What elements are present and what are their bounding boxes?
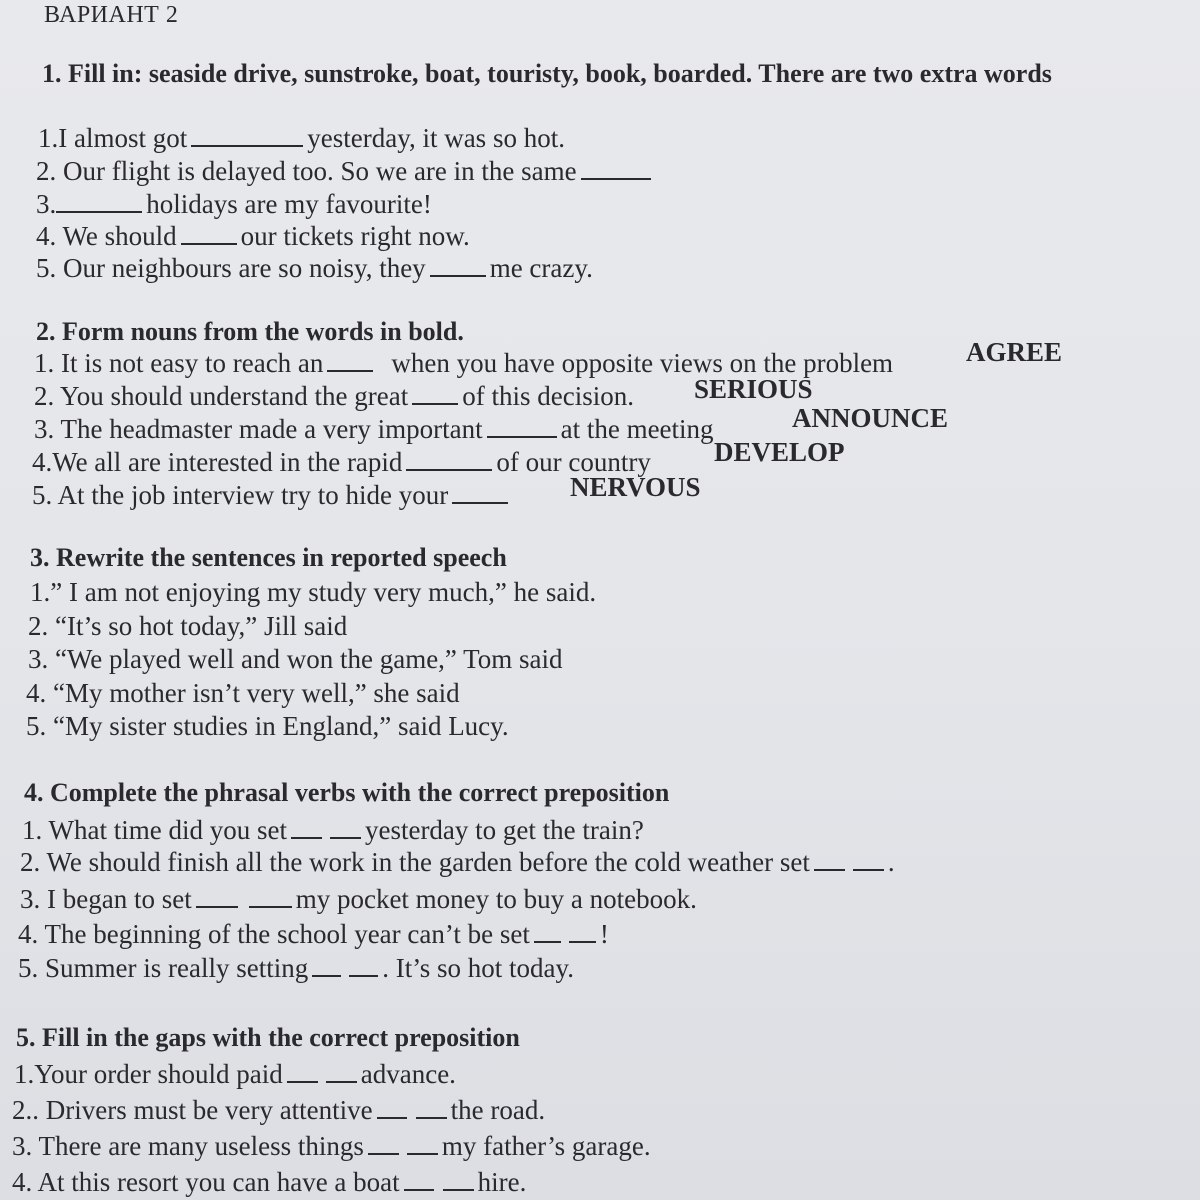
section2-item-3: 3. The headmaster made a very important at the meeting <box>34 414 714 444</box>
answer-blank <box>196 886 292 908</box>
section3-item-1: 1.” I am not enjoying my study very much,” he said. <box>30 577 597 607</box>
section1-item-3: 3. holidays are my favourite! <box>36 189 432 219</box>
answer-blank <box>181 221 237 245</box>
section1-item-2: 2. Our flight is delayed too. So we are in the same <box>36 155 655 187</box>
section4-item-5: 5. Summer is really setting . It’s so hot today. <box>18 953 574 983</box>
answer-blank <box>534 921 596 943</box>
section4-item-3: 3. I began to set my pocket money to buy a notebook. <box>20 884 697 914</box>
answer-blank <box>291 817 361 839</box>
section2-item-4: 4.We all are interested in the rapid of our country <box>32 447 651 477</box>
answer-blank <box>452 480 508 504</box>
base-word-agree: AGREE <box>966 337 1063 367</box>
answer-blank <box>368 1133 438 1155</box>
answer-blank <box>814 849 884 871</box>
answer-blank <box>412 381 458 405</box>
section1-item-5: 5. Our neighbours are so noisy, they me crazy. <box>36 253 593 283</box>
answer-blank <box>581 156 651 180</box>
answer-blank <box>406 447 492 471</box>
section3-item-5: 5. “My sister studies in England,” said Lucy. <box>26 711 509 741</box>
section3-item-2: 2. “It’s so hot today,” Jill said <box>28 611 348 641</box>
answer-blank <box>287 1061 357 1083</box>
section4-item-4: 4. The beginning of the school year can’t be set ! <box>18 919 609 949</box>
section3-heading: 3. Rewrite the sentences in reported speech <box>30 543 507 572</box>
variant-title: ВАРИАНТ 2 <box>44 2 179 28</box>
answer-blank <box>487 414 557 438</box>
answer-blank <box>191 123 303 147</box>
answer-blank <box>430 253 486 277</box>
section4-heading: 4. Complete the phrasal verbs with the correct preposition <box>24 778 670 807</box>
section5-item-3: 3. There are many useless things my father’s garage. <box>12 1131 651 1161</box>
section5-item-4: 4. At this resort you can have a boat hire. <box>12 1167 527 1197</box>
answer-blank <box>312 955 378 977</box>
section4-item-2: 2. We should finish all the work in the garden before the cold weather set . <box>20 847 895 877</box>
base-word-nervous: NERVOUS <box>570 472 701 502</box>
section5-item-2: 2.. Drivers must be very attentive the road. <box>12 1095 546 1125</box>
section3-item-3: 3. “We played well and won the game,” Tom said <box>28 644 563 674</box>
section2-item-1: 1. It is not easy to reach an when you have opposite views on the problem <box>34 348 894 378</box>
section5-heading: 5. Fill in the gaps with the correct preposition <box>16 1023 520 1052</box>
section4-item-1: 1. What time did you set yesterday to get the train? <box>22 815 644 845</box>
section3-item-4: 4. “My mother isn’t very well,” she said <box>26 678 460 708</box>
answer-blank <box>56 189 142 213</box>
answer-blank <box>377 1097 447 1119</box>
base-word-announce: ANNOUNCE <box>792 403 949 433</box>
section1-item-4: 4. We should our tickets right now. <box>36 221 470 251</box>
base-word-develop: DEVELOP <box>714 437 845 467</box>
section2-heading: 2. Form nouns from the words in bold. <box>36 317 464 346</box>
section1-item-1: 1.I almost got yesterday, it was so hot. <box>38 123 565 153</box>
answer-blank <box>404 1169 474 1191</box>
section2-item-5: 5. At the job interview try to hide your <box>32 479 512 511</box>
base-word-serious: SERIOUS <box>694 374 813 404</box>
section5-item-1: 1.Your order should paid advance. <box>14 1059 456 1089</box>
section1-heading: 1. Fill in: seaside drive, sunstroke, boat, touristy, book, boarded. There are two extra words <box>42 59 1052 88</box>
answer-blank <box>327 348 373 372</box>
section2-item-2: 2. You should understand the great of this decision. <box>34 381 634 411</box>
